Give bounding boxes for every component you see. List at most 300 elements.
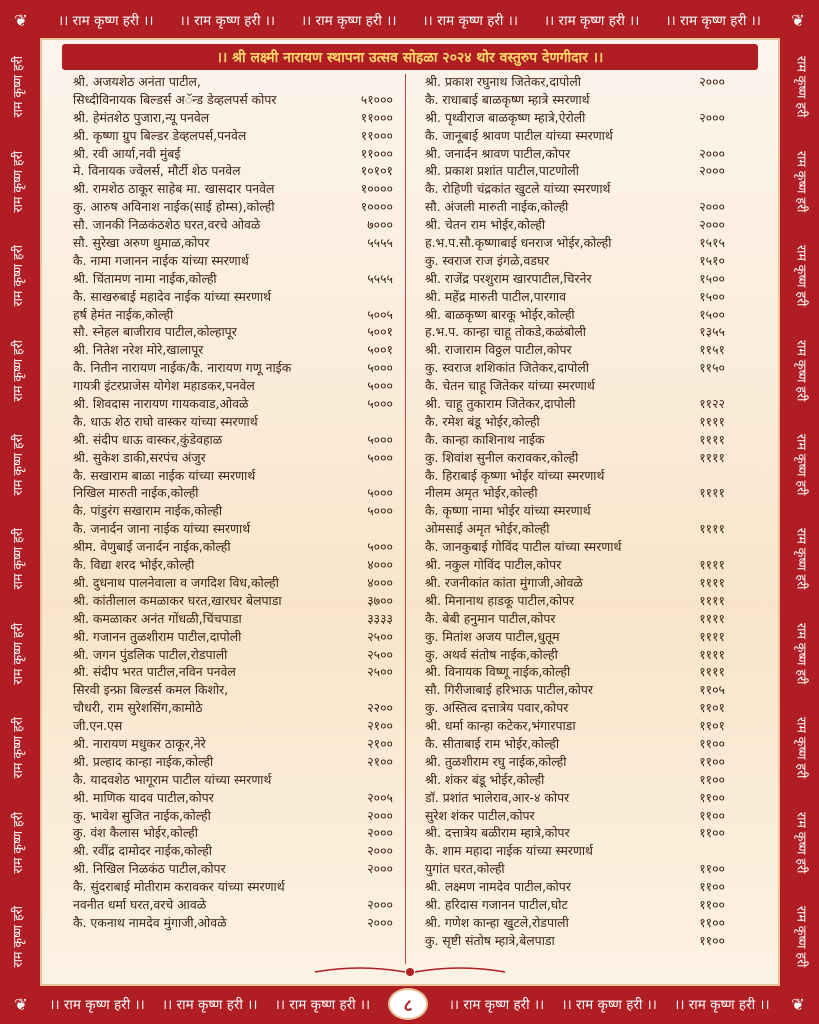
donor-row — [73, 162, 393, 180]
donation-amount: ११५१ — [699, 342, 725, 358]
donor-row — [73, 538, 393, 556]
donation-amount: ११०० — [699, 914, 725, 930]
donor-name: कै. नितीन नारायण नाईक/कै. नारायण गणू नाईक — [73, 360, 292, 376]
chant-text: ।। राम कृष्ण हरी ।। — [274, 997, 371, 1013]
donation-amount: ११११ — [699, 664, 725, 680]
donor-row — [425, 610, 725, 628]
donor-name: श्री. चेतन राम भोईर,कोल्ही — [425, 217, 546, 233]
donor-row — [73, 288, 363, 306]
donor-row — [73, 592, 393, 610]
donation-amount: ५५५५ — [367, 270, 393, 286]
donor-row — [73, 860, 393, 878]
donor-name: कै. सुंदराबाई मोतीराम करावकर यांच्या स्मरणार्थ — [73, 879, 285, 895]
donor-row — [425, 395, 725, 413]
donation-amount: ११०० — [699, 825, 725, 841]
donor-name: कु. स्वराज राज इंगळे,वडघर — [425, 252, 550, 268]
donor-row — [425, 431, 725, 449]
side-chant-text: राम कृष्ण हरी — [794, 245, 810, 307]
donor-name: कै. सखाराम बाळा नाईक यांच्या स्मरणार्थ — [73, 467, 256, 483]
donor-row — [425, 842, 715, 860]
donor-name: कै. एकनाथ नामदेव मुंगाजी,ओवळे — [73, 914, 227, 930]
donor-name: कै. जनार्दन जाना नाईक यांच्या स्मरणार्थ — [73, 521, 251, 537]
donor-name: कै. रोहिणी चंद्रकांत खुटले यांच्या स्मरणार्थ — [425, 181, 611, 197]
donation-amount: १०१०१ — [360, 163, 393, 179]
donor-list-right — [425, 73, 725, 950]
donation-amount: ११००० — [360, 109, 393, 125]
donor-row — [73, 467, 363, 485]
donor-row — [73, 753, 393, 771]
donation-amount: २००० — [699, 163, 725, 179]
donor-name: श्री. कृष्णा ग्रुप बिल्डर डेव्हलपर्स,पनवेल — [73, 127, 247, 143]
donor-row — [425, 556, 725, 574]
donation-amount: १५०० — [699, 270, 725, 286]
donation-amount: ११०५ — [699, 682, 725, 698]
donor-row — [73, 198, 393, 216]
donation-amount: ११०० — [699, 861, 725, 877]
donor-name: श्री. रवी आर्या,नवी मुंबई — [73, 145, 181, 161]
donation-amount: ११००० — [360, 145, 393, 161]
donation-amount: २००० — [367, 896, 393, 912]
donor-name: श्री. रजनीकांत कांता मुंगाजी,ओवळे — [425, 574, 583, 590]
donor-row — [73, 180, 393, 198]
donor-name: श्री. कांतीलाल कमळाकर घरत,खारघर बेलपाडा — [73, 592, 282, 608]
donor-row — [425, 359, 725, 377]
donor-row — [73, 789, 393, 807]
donation-amount: २००० — [367, 807, 393, 823]
donor-row — [425, 807, 725, 825]
donor-row — [425, 574, 725, 592]
donor-name: श्री. धर्मा कान्हा कटेकर,भंगारपाडा — [425, 718, 576, 734]
donor-row — [73, 824, 393, 842]
donation-amount: १५०० — [699, 306, 725, 322]
chant-text: ।। राम कृष्ण हरी ।। — [674, 997, 770, 1013]
donor-name: कै. कान्हा काशिनाथ नाईक — [425, 431, 545, 447]
donor-row — [425, 663, 725, 681]
side-chant-text: राम कृष्ण हरी — [794, 905, 810, 968]
donor-row — [73, 252, 363, 270]
chant-text: ।। राम कृष्ण हरी ।। — [301, 13, 397, 29]
donation-amount: ११०१ — [699, 718, 725, 734]
donor-name: कु. आरुष अविनाश नाईक(साई होम्स),कोल्ही — [73, 199, 275, 215]
donor-name: गायत्री इंटरप्राजेस योगेश महाडकर,पनवेल — [73, 378, 255, 394]
donor-row — [425, 252, 725, 270]
donation-amount: ५००५ — [367, 306, 393, 322]
donor-name: कै. जानूबाई श्रावण पाटील यांच्या स्मरणार्थ — [425, 127, 613, 143]
donor-name: श्री. रवींद्र दामोदर नाईक,कोल्ही — [73, 843, 213, 859]
donation-amount: १५१५ — [699, 235, 725, 251]
donor-row — [425, 699, 725, 717]
donor-row — [73, 556, 393, 574]
donor-row — [73, 878, 363, 896]
donation-amount: ३३३३ — [367, 610, 393, 626]
ornament-icon: ❦ — [791, 10, 805, 30]
donor-row — [425, 73, 725, 91]
donor-row — [425, 520, 725, 538]
donor-row — [425, 502, 715, 520]
donor-name: श्री. प्रल्हाद कान्हा नाईक,कोल्ही — [73, 753, 214, 769]
donor-row — [425, 234, 725, 252]
donor-name: श्री. शंकर बंडू भोईर,कोल्ही — [425, 771, 545, 787]
side-chant-text: राम कृष्ण हरी — [9, 56, 25, 118]
donation-amount: १५१० — [699, 252, 725, 268]
donor-name: श्री. संदीप भरत पाटील,नविन पनवेल — [73, 664, 236, 680]
chant-text: ।। राम कृष्ण हरी ।। — [162, 997, 258, 1013]
donation-amount: ११०० — [699, 789, 725, 805]
page-title: ।। श्री लक्ष्मी नारायण स्थापना उत्सव सोहळा २०२४ थोर वस्तुरुप देणगीदार ।। — [216, 49, 604, 66]
page-number: ८ — [388, 988, 428, 1020]
donor-row — [73, 449, 393, 467]
donation-amount: ५००० — [367, 539, 393, 555]
donor-name: कु. सृष्टी संतोष म्हात्रे,बेलपाडा — [425, 932, 555, 948]
side-chant-text: राम कृष्ण हरी — [9, 150, 25, 213]
donor-row — [73, 574, 393, 592]
column-divider — [405, 74, 406, 964]
donation-amount: ५००१ — [367, 342, 393, 358]
donation-amount: ७००० — [367, 217, 393, 233]
donation-amount: ११११ — [699, 521, 725, 537]
donor-name: सिरवी इन्फ्रा बिल्डर्स कमल किशोर, — [73, 682, 229, 698]
donor-name: श्री. मिनानाथ हाडकू पाटील,कोपर — [425, 592, 575, 608]
donor-name: श्री. शिवदास नारायण गायकवाड,ओवळे — [73, 396, 249, 412]
donation-amount: ५००० — [367, 396, 393, 412]
donor-row — [425, 753, 725, 771]
donor-name: सुरेश शंकर पाटील,कोपर — [425, 807, 535, 823]
donor-name: निखिल मारुती नाईक,कोल्ही — [73, 485, 199, 501]
donor-name: श्री. नारायण मधुकर ठाकूर,नेरे — [73, 735, 206, 751]
side-chant-text: राम कृष्ण हरी — [794, 56, 810, 118]
donor-name: जी.एन.एस — [73, 718, 123, 734]
donor-name: श्री. निखिल निळकंठ पाटील,कोपर — [73, 861, 226, 877]
side-chant-text: राम कृष्ण हरी — [9, 245, 25, 307]
donor-name: श्री. राजेंद्र परशुराम खारपाटील,चिरनेर — [425, 270, 592, 286]
donor-row — [425, 932, 725, 950]
ornament-icon: ❦ — [14, 10, 28, 30]
donation-amount: ११०१ — [699, 700, 725, 716]
donation-amount: २२०० — [367, 700, 393, 716]
donor-name: श्री. चिंतामण नामा नाईक,कोल्ही — [73, 270, 217, 286]
donor-name: श्री. कमळाकर अनंत गोंधळी,चिंचपाडा — [73, 610, 242, 626]
donor-name: श्री. रामशेठ ठाकूर साहेब मा. खासदार पनवेल — [73, 181, 275, 197]
donation-amount: ५५५५ — [367, 235, 393, 251]
donor-name: सौ. जानकी निळकंठशेठ घरत,वरचे ओवळे — [73, 217, 261, 233]
donor-row — [425, 323, 725, 341]
side-chant-text: राम कृष्ण हरी — [9, 811, 25, 874]
donor-name: श्री. लक्ष्मण नामदेव पाटील,कोपर — [425, 879, 571, 895]
donor-name: श्री. हेमंतशेठ पुजारा,न्यू पनवेल — [73, 109, 210, 125]
ornament-icon: ❦ — [791, 994, 805, 1014]
donation-amount: २५०० — [367, 664, 393, 680]
donor-row — [425, 824, 725, 842]
donation-amount: ११०० — [699, 896, 725, 912]
donor-row — [425, 735, 725, 753]
donor-name: श्री. पृथ्वीराज बाळकृष्ण म्हात्रे,ऐरोली — [425, 109, 586, 125]
donor-name: श्री. संदीप धाऊ वास्कर,कुंडेवहाळ — [73, 431, 223, 447]
donor-name: श्री. माणिक यादव पाटील,कोपर — [73, 789, 214, 805]
donation-amount: ११०० — [699, 735, 725, 751]
donor-name: कै. पांडुरंग सखाराम नाईक,कोल्ही — [73, 503, 223, 519]
donor-name: चौधरी, राम सुरेशसिंग,कामोठे — [73, 700, 203, 716]
donor-name: कै. विद्या शरद भोईर,कोल्ही — [73, 557, 195, 573]
chant-text: ।। राम कृष्ण हरी ।। — [561, 997, 657, 1013]
donor-name: श्री. सुकेश डाकी,सरपंच अंजुर — [73, 449, 206, 465]
donation-amount: ११००० — [360, 127, 393, 143]
donation-amount: १०००० — [360, 199, 393, 215]
donation-amount: ५००० — [367, 431, 393, 447]
donor-row — [73, 216, 393, 234]
donor-row — [73, 520, 363, 538]
side-chant-text: राम कृष्ण हरी — [9, 339, 25, 402]
donor-name: सौ. गिरीजाबाई हरिभाऊ पाटील,कोपर — [425, 682, 593, 698]
donor-row — [425, 198, 725, 216]
donor-row — [73, 270, 393, 288]
donation-amount: ११११ — [699, 431, 725, 447]
donor-name: कै. जानकुबाई गोविंद पाटील यांच्या स्मरणार्थ — [425, 539, 622, 555]
donation-amount: ११११ — [699, 610, 725, 626]
donor-name: कै. कृष्णा नामा भोईर यांच्या स्मरणार्थ — [425, 503, 591, 519]
donor-row — [73, 628, 393, 646]
donor-name: कु. स्वराज शशिकांत जितेकर,दापोली — [425, 360, 589, 376]
donation-amount: ५००० — [367, 485, 393, 501]
donor-name: नीलम अमृत भोईर,कोल्ही — [425, 485, 538, 501]
donation-amount: ११०० — [699, 807, 725, 823]
donor-name: ह.भ.प. कान्हा चाहू तोकडे,कळंबोली — [425, 324, 587, 340]
donation-amount: ५००० — [367, 378, 393, 394]
side-chant-text: राम कृष्ण हरी — [9, 622, 25, 685]
donation-amount: ११११ — [699, 628, 725, 644]
donor-name: कै. राधाबाई बाळकृष्ण म्हात्रे स्मरणार्थ — [425, 91, 590, 107]
donation-amount: २००० — [367, 843, 393, 859]
donation-amount: ११११ — [699, 557, 725, 573]
donor-row — [73, 771, 363, 789]
left-chant-band — [2, 40, 32, 984]
donor-name: कै. साखरुबाई महादेव नाईक यांच्या स्मरणार्थ — [73, 288, 272, 304]
side-chant-text: राम कृष्ण हरी — [9, 717, 25, 779]
donor-name: मे. विनायक ज्वेलर्स, मौर्टी शेठ पनवेल — [73, 163, 241, 179]
donor-row — [425, 377, 715, 395]
donor-name: श्री. नकुल गोविंद पाटील,कोपर — [425, 557, 562, 573]
donor-row — [73, 807, 393, 825]
donor-row — [73, 646, 393, 664]
donor-name: श्री. जनार्दन श्रावण पाटील,कोपर — [425, 145, 571, 161]
donation-amount: २१०० — [367, 718, 393, 734]
donor-row — [425, 449, 725, 467]
donor-name: श्री. नितेश नरेश मोरे,खालापूर — [73, 342, 204, 358]
donor-row — [73, 610, 393, 628]
donor-row — [73, 109, 393, 127]
donor-name: श्रीम. वेणुबाई जनार्दन नाईक,कोल्ही — [73, 539, 231, 555]
donation-amount: ४००० — [367, 574, 393, 590]
donor-name: श्री. हरिदास गजानन पाटील,घोट — [425, 896, 568, 912]
chant-text: ।। राम कृष्ण हरी ।। — [448, 997, 545, 1013]
donor-row — [425, 341, 725, 359]
donor-name: युगांत घरत,कोल्ही — [425, 861, 505, 877]
donor-row — [73, 842, 393, 860]
donor-row — [425, 216, 725, 234]
donor-row — [425, 270, 725, 288]
chant-text: ।। राम कृष्ण हरी ।। — [179, 13, 275, 29]
donor-name: श्री. दत्तात्रेय बळीराम म्हात्रे,कोपर — [425, 825, 570, 841]
donor-name: कै. बेबी हनुमान पाटील,कोपर — [425, 610, 556, 626]
chant-text: ।। राम कृष्ण हरी ।। — [665, 13, 761, 29]
chant-text: ।। राम कृष्ण हरी ।। — [422, 13, 518, 29]
donor-row — [425, 717, 725, 735]
donor-name: श्री. बाळकृष्ण बारकू भोईर,कोल्ही — [425, 306, 575, 322]
chant-text: ।। राम कृष्ण हरी ।। — [544, 13, 640, 29]
donor-row — [425, 288, 725, 306]
donor-name: श्री. विनायक विष्णू नाईक,कोल्ही — [425, 664, 571, 680]
side-chant-text: राम कृष्ण हरी — [794, 339, 810, 402]
donation-amount: २००५ — [367, 789, 393, 805]
donor-name: कै. चेतन चाहू जितेकर यांच्या स्मरणार्थ — [425, 378, 595, 394]
donation-amount: २००० — [699, 199, 725, 215]
donation-amount: २५०० — [367, 646, 393, 662]
donor-row — [425, 127, 715, 145]
side-chant-text: राम कृष्ण हरी — [794, 811, 810, 874]
donor-row — [73, 306, 393, 324]
donor-row — [425, 681, 725, 699]
donation-amount: २५०० — [367, 628, 393, 644]
donor-row — [425, 592, 725, 610]
donor-row — [73, 413, 363, 431]
donation-amount: ११०० — [699, 932, 725, 948]
donor-row — [73, 395, 393, 413]
donation-amount: ११११ — [699, 449, 725, 465]
donor-name: ओमसाई अमृत भोईर,कोल्ही — [425, 521, 550, 537]
side-chant-text: राम कृष्ण हरी — [794, 528, 810, 590]
donor-name: हर्ष हेमंत नाईक,कोल्ही — [73, 306, 174, 322]
donor-name: कै. सीताबाई राम भोईर,कोल्ही — [425, 735, 560, 751]
donor-row — [73, 681, 363, 699]
donor-name: सौ. सुरेखा अरुण धुमाळ,कोपर — [73, 235, 210, 251]
donation-amount: २००० — [699, 217, 725, 233]
donor-name: कै. नामा गजानन नाईक यांच्या स्मरणार्थ — [73, 252, 249, 268]
donation-amount: २००० — [367, 825, 393, 841]
donor-name: कै. रमेश बंडू भोईर,कोल्ही — [425, 413, 540, 429]
donation-amount: ११०० — [699, 753, 725, 769]
donation-amount: ३७०० — [367, 592, 393, 608]
donor-row — [73, 896, 393, 914]
ornament-icon: ❦ — [14, 994, 28, 1014]
donor-name: श्री. चाहू तुकाराम जितेकर,दापोली — [425, 396, 576, 412]
side-chant-text: राम कृष्ण हरी — [794, 717, 810, 779]
donation-amount: १३५५ — [699, 324, 725, 340]
donor-name: कै. हिराबाई कृष्णा भोईर यांच्या स्मरणार्थ — [425, 467, 605, 483]
donor-name: सिध्दीविनायक बिल्डर्स अॅन्ड डेव्हलपर्स कोपर — [73, 91, 277, 107]
donor-name: श्री. गणेश कान्हा खुटले,रोडपाली — [425, 914, 569, 930]
donor-name: कै. यादवशेठ भागूराम पाटील यांच्या स्मरणार्थ — [73, 771, 272, 787]
donor-name: सौ. स्नेहल बाजीराव पाटील,कोल्हापूर — [73, 324, 237, 340]
donation-amount: २१०० — [367, 753, 393, 769]
donor-name: ह.भ.प.सौ.कृष्णाबाई धनराज भोईर,कोल्ही — [425, 235, 612, 251]
donor-row — [73, 502, 393, 520]
donation-amount: ११२२ — [699, 396, 725, 412]
donation-amount: ४००० — [367, 557, 393, 573]
donation-amount: २००० — [699, 74, 725, 89]
donation-amount: ११११ — [699, 574, 725, 590]
side-chant-text: राम कृष्ण हरी — [794, 434, 810, 496]
donation-amount: ११११ — [699, 646, 725, 662]
donor-row — [425, 789, 725, 807]
donor-row — [73, 663, 393, 681]
top-chant-band — [0, 2, 819, 38]
title-banner — [62, 44, 758, 70]
side-chant-text: राम कृष्ण हरी — [9, 434, 25, 496]
donor-row — [73, 341, 393, 359]
donation-amount: ११०० — [699, 879, 725, 895]
donor-name: नवनीत धर्मा घरत,वरचे आवळे — [73, 896, 207, 912]
donor-name: श्री. तुळशीराम रघु नाईक,कोल्ही — [425, 753, 567, 769]
donor-row — [425, 484, 725, 502]
donation-amount: १५०० — [699, 288, 725, 304]
right-chant-band — [787, 40, 817, 984]
donor-name: सौ. अंजली मारुती नाईक,कोल्ही — [425, 199, 569, 215]
donor-row — [425, 91, 715, 109]
donor-row — [73, 431, 393, 449]
donor-name: कु. शिवांश सुनील करावकर,कोल्ही — [425, 449, 579, 465]
donation-amount: ५००० — [367, 503, 393, 519]
donor-name: कु. अथर्व संतोष नाईक,कोल्ही — [425, 646, 558, 662]
donor-row — [425, 646, 725, 664]
donor-list-left — [73, 73, 393, 932]
donor-name: कु. अस्तित्व दत्तात्रेय पवार,कोपर — [425, 700, 569, 716]
donor-row — [425, 896, 725, 914]
side-chant-text: राम कृष्ण हरी — [9, 905, 25, 968]
donor-name: कै. धाऊ शेठ राघो वास्कर यांच्या स्मरणार्थ — [73, 413, 258, 429]
donor-name: श्री. जगन पुंडलिक पाटील,रोडपाली — [73, 646, 228, 662]
donation-amount: ११५० — [699, 360, 725, 376]
donation-amount: ११०० — [699, 771, 725, 787]
donor-name: श्री. प्रकाश रघुनाथ जितेकर,दापोली — [425, 74, 581, 89]
donation-amount: २००० — [699, 109, 725, 125]
donor-name: कु. वंश कैलास भोईर,कोल्ही — [73, 825, 198, 841]
donor-name: कै. शाम महादा नाईक यांच्या स्मरणार्थ — [425, 843, 593, 859]
donor-row — [73, 127, 393, 145]
donor-name: श्री. दुधनाथ पालनेवाला व जगदिश विध,कोल्ही — [73, 574, 279, 590]
side-chant-text: राम कृष्ण हरी — [9, 528, 25, 590]
donation-amount: ११११ — [699, 592, 725, 608]
donor-row — [425, 162, 725, 180]
donor-row — [425, 538, 715, 556]
donor-row — [73, 73, 363, 91]
donor-row — [73, 484, 393, 502]
donor-row — [73, 359, 393, 377]
donation-amount: २००० — [367, 861, 393, 877]
donor-row — [425, 628, 725, 646]
donation-amount: १०००० — [360, 181, 393, 197]
donor-row — [425, 771, 725, 789]
donor-name: श्री. गजानन तुळशीराम पाटील,दापोली — [73, 628, 242, 644]
donor-name: श्री. राजाराम विठ्ठल पाटील,कोपर — [425, 342, 572, 358]
donor-row — [73, 914, 393, 932]
flourish-ornament — [310, 960, 510, 982]
donation-amount: ५००१ — [367, 324, 393, 340]
donor-row — [73, 323, 393, 341]
donor-row — [73, 234, 393, 252]
donor-row — [73, 735, 393, 753]
donation-amount: ५००० — [367, 449, 393, 465]
donation-amount: २००० — [699, 145, 725, 161]
donor-row — [73, 699, 393, 717]
donor-name: कु. भावेश सुजित नाईक,कोल्ही — [73, 807, 211, 823]
donor-row — [425, 413, 725, 431]
donation-amount: २१०० — [367, 735, 393, 751]
donor-row — [425, 878, 725, 896]
donor-row — [425, 180, 715, 198]
donation-amount: ११११ — [699, 485, 725, 501]
chant-text: ।। राम कृष्ण हरी ।। — [49, 997, 145, 1013]
donor-row — [425, 914, 725, 932]
donor-name: श्री. अजयशेठ अनंता पाटील, — [73, 74, 201, 89]
